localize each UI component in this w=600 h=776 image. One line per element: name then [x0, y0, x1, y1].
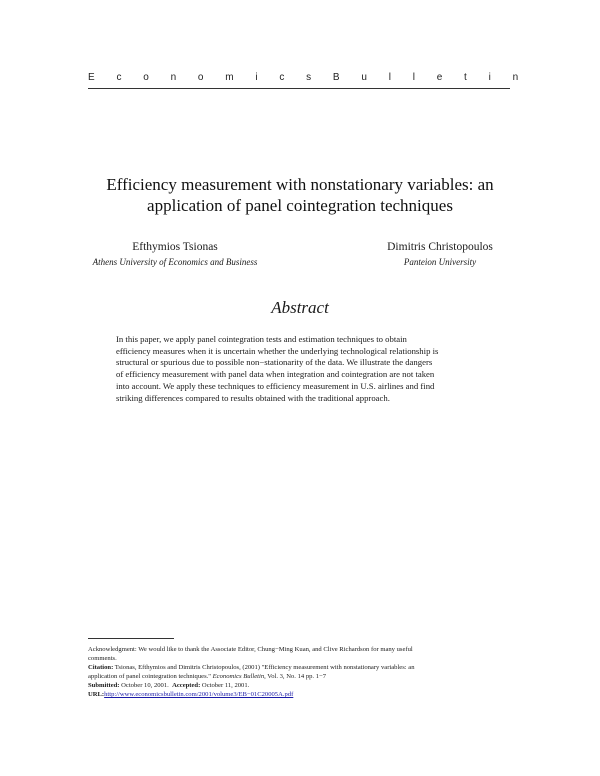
citation-line: [88, 672, 518, 681]
abstract-line: efficiency measures when it is uncertain whether the underlying technological relationship is: [116, 345, 439, 356]
dates-line: [88, 681, 518, 690]
author-affiliation: Panteion University: [403, 257, 477, 267]
submitted-label: Submitted:: [88, 682, 120, 690]
citation-line: [88, 663, 518, 672]
accepted-date: October 11, 2001.: [200, 682, 250, 690]
author-block: [330, 240, 550, 268]
author-name: Dimitris Christopoulos: [387, 241, 493, 253]
abstract-line: striking differences compared to results obtained with the traditional approach.: [116, 392, 390, 403]
abstract-line: into account. We apply these techniques to efficiency measurement in U.S. airlines and find: [116, 380, 435, 391]
url-label: URL:: [88, 691, 105, 699]
abstract-line: of efficiency measurement with panel data when integration and cointegration are not taken: [116, 369, 435, 380]
header-divider: [88, 88, 510, 89]
title-line: Efficiency measurement with nonstationary variables: an: [106, 175, 494, 194]
acknowledgment-line: Acknowledgment: We would like to thank the Associate Editor, Chung−Ming Kuan, and Clive Richardson for many useful: [88, 646, 413, 653]
title-line: application of panel cointegration techniques: [147, 196, 453, 215]
citation-text: Tsionas, Efthymios and Dimitris Christopoulos, (2001) "Efficiency measurement with nonstationary variables: an: [113, 664, 415, 672]
author-affiliation: Athens University of Economics and Business: [92, 257, 258, 267]
submitted-date: October 10, 2001.: [119, 682, 169, 690]
footnote-divider: [88, 638, 174, 639]
journal-header: E c o n o m i c s B u l l e t i n: [88, 72, 528, 83]
url-line: [88, 690, 518, 699]
citation-text: application of panel cointegration techniques.": [88, 673, 211, 681]
abstract-body: [116, 334, 486, 404]
paper-url-link[interactable]: http://www.economicsbulletin.com/2001/volume3/EB−01C20005A.pdf: [104, 691, 294, 699]
footnotes: [88, 645, 518, 700]
citation-journal: Economics Bulletin: [212, 673, 265, 681]
author-block: [65, 240, 285, 268]
citation-label: Citation:: [88, 664, 114, 672]
accepted-label: Accepted:: [172, 682, 201, 690]
abstract-line: structural or spurious due to possible non−stationarity of the data. We illustrate the dangers: [116, 357, 433, 368]
abstract-line: In this paper, we apply panel cointegration tests and estimation techniques to obtain: [116, 334, 407, 344]
citation-text: , Vol. 3, No. 14 pp. 1−7: [264, 673, 327, 681]
acknowledgment-line: comments.: [88, 655, 117, 663]
abstract-heading: Abstract: [271, 298, 329, 317]
paper-title: [60, 174, 540, 216]
author-name: Efthymios Tsionas: [132, 241, 218, 253]
